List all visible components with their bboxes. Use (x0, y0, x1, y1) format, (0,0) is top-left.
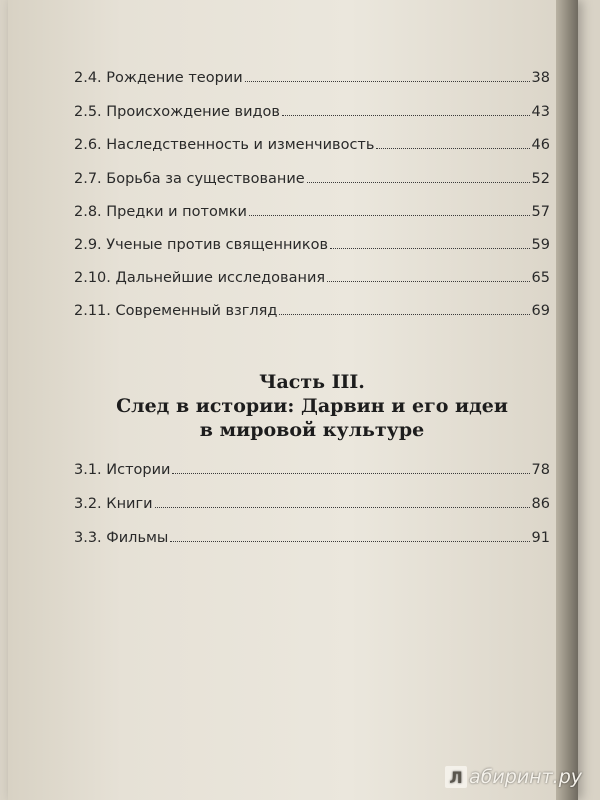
toc-entry (74, 490, 550, 512)
dot-leader (376, 148, 529, 149)
toc-entry-page: 86 (531, 496, 550, 512)
toc-entry (74, 198, 550, 220)
dot-leader (279, 314, 529, 315)
watermark-text: абиринт.ру (469, 766, 582, 788)
part-subtitle-line-1: След в истории: Дарвин и его идеи (116, 395, 508, 417)
labirint-logo-icon: Л (445, 766, 467, 788)
toc-entry-page: 57 (531, 204, 550, 220)
toc-entry (74, 231, 550, 253)
toc-entry-label: 2.6. Наследственность и изменчивость (74, 137, 375, 153)
toc-entry (74, 131, 550, 153)
toc-entry-label: 3.1. Истории (74, 462, 171, 478)
labirint-watermark (445, 766, 582, 788)
toc-entry-page: 91 (531, 530, 550, 546)
toc-entry (74, 165, 550, 187)
toc-entry-page: 46 (531, 137, 550, 153)
toc-entry-label: 2.10. Дальнейшие исследования (74, 270, 326, 286)
toc-entry-label: 2.8. Предки и потомки (74, 204, 247, 220)
toc-entry (74, 264, 550, 286)
book-page (8, 0, 578, 800)
dot-leader (245, 81, 530, 82)
toc-entry-page: 65 (531, 270, 550, 286)
toc-entry-page: 38 (531, 70, 550, 86)
toc-entry-page: 59 (531, 237, 550, 253)
toc-entry-page: 78 (531, 462, 550, 478)
toc-entry-page: 69 (531, 303, 550, 319)
part-title: Часть III. (259, 371, 365, 393)
part-heading (74, 370, 550, 442)
toc-entry (74, 456, 550, 478)
toc-entry-label: 2.11. Современный взгляд (74, 303, 278, 319)
dot-leader (170, 541, 529, 542)
dot-leader (172, 473, 529, 474)
dot-leader (330, 248, 530, 249)
toc-entry-label: 3.3. Фильмы (74, 530, 169, 546)
toc-entry-label: 2.5. Происхождение видов (74, 104, 280, 120)
toc-entry (74, 64, 550, 86)
toc-entry (74, 524, 550, 546)
dot-leader (327, 281, 529, 282)
toc-entry-page: 52 (531, 171, 550, 187)
toc-entry (74, 297, 550, 319)
dot-leader (307, 182, 530, 183)
dot-leader (282, 115, 530, 116)
toc-entry-label: 3.2. Книги (74, 496, 153, 512)
toc-entry-label: 2.4. Рождение теории (74, 70, 243, 86)
toc-entry (74, 98, 550, 120)
page-edge (556, 0, 578, 800)
dot-leader (155, 507, 530, 508)
toc-entry-page: 43 (531, 104, 550, 120)
dot-leader (249, 215, 530, 216)
toc-entry-label: 2.9. Ученые против священников (74, 237, 329, 253)
part-subtitle-line-2: в мировой культуре (199, 419, 425, 441)
toc-entry-label: 2.7. Борьба за существование (74, 171, 305, 187)
